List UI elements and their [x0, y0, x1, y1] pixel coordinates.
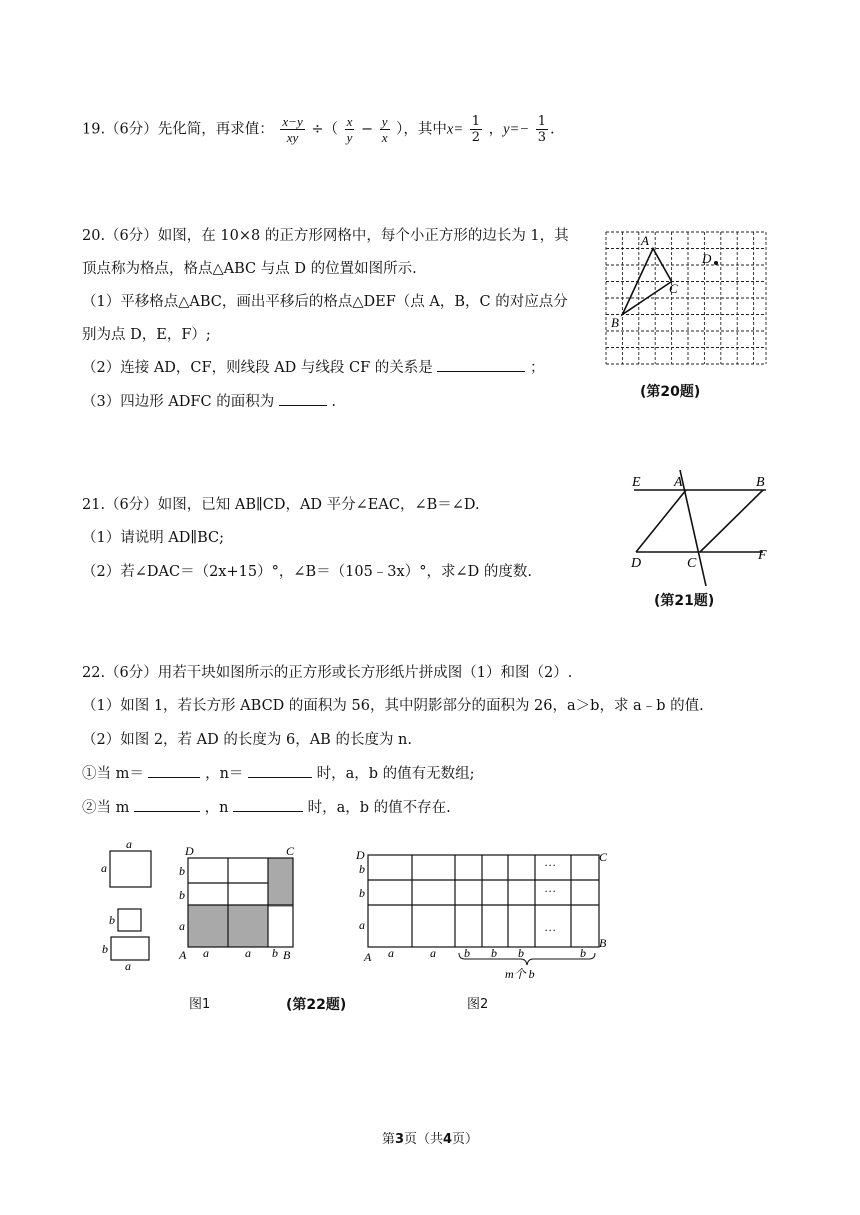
- q22-blank-m2[interactable]: [134, 799, 200, 812]
- svg-text:b: b: [518, 946, 524, 960]
- label-a: A: [641, 233, 649, 248]
- svg-text:…: …: [545, 881, 556, 895]
- q19-fraction-3: $\frac{y}{x}$: [381, 114, 388, 145]
- svg-text:C: C: [599, 850, 608, 864]
- q21-line-2: （1）请说明 AD∥BC;: [82, 530, 225, 546]
- svg-text:a: a: [388, 946, 394, 960]
- page-footer: 第3页（共4页）: [381, 1132, 479, 1147]
- label-f: F: [758, 548, 767, 563]
- figure-21-diagram: [628, 470, 778, 588]
- q20-answer-blank-1[interactable]: [437, 359, 525, 372]
- svg-text:B: B: [283, 948, 291, 962]
- svg-text:a: a: [126, 838, 132, 851]
- svg-text:a: a: [101, 861, 107, 875]
- q20-line-1: 20.（6分）如图，在 10×8 的正方形网格中，每个小正方形的边长为 1，其: [82, 228, 569, 244]
- label-e: E: [632, 475, 641, 490]
- figure-22-fig2: [355, 845, 620, 985]
- figure-22-caption: (第22题): [286, 997, 347, 1013]
- q19-number: 19.（6分）: [82, 121, 158, 138]
- svg-text:b: b: [359, 886, 365, 900]
- question-19: 19.（6分）先化简，再求值： $\frac{x-y}{xy}$ ÷（ $\frac{x}{y}$ − $\frac{y}{x}$ ），其中x= $\frac{1}{2}$ ，y=− $\frac{1}{3}$ .: [82, 114, 555, 145]
- label-a: A: [674, 475, 683, 490]
- svg-text:b: b: [102, 942, 108, 956]
- figure-22-fig2-caption: 图2: [467, 997, 489, 1012]
- svg-text:b: b: [464, 946, 470, 960]
- svg-text:b: b: [580, 946, 586, 960]
- svg-text:C: C: [286, 844, 295, 858]
- q22-line-3: （2）如图 2，若 AD 的长度为 6，AB 的长度为 n.: [82, 732, 413, 748]
- svg-text:m个 b: m个 b: [505, 967, 535, 981]
- svg-text:A: A: [179, 948, 187, 962]
- svg-text:b: b: [109, 913, 115, 927]
- label-d: D: [631, 556, 642, 571]
- q22-blank-n1[interactable]: [248, 765, 312, 778]
- q20-line-2: 顶点称为格点，格点△ABC 与点 D 的位置如图所示.: [82, 261, 417, 277]
- figure-22-fig1-caption: 图1: [189, 997, 211, 1012]
- svg-text:b: b: [491, 946, 497, 960]
- label-d: D: [702, 251, 712, 266]
- q20-answer-blank-2[interactable]: [279, 393, 327, 406]
- q22-line-1: 22.（6分）用若干块如图所示的正方形或长方形纸片拼成图（1）和图（2）.: [82, 665, 573, 681]
- label-c: C: [687, 556, 697, 571]
- q19-divide: ÷（: [311, 121, 338, 138]
- figure-22-fig1: [175, 842, 305, 966]
- figure-20-grid: [603, 230, 769, 366]
- label-b: B: [611, 315, 619, 330]
- svg-text:a: a: [430, 946, 436, 960]
- svg-text:a: a: [179, 919, 185, 933]
- label-c: C: [669, 281, 678, 296]
- q22-line-2: （1）如图 1，若长方形 ABCD 的面积为 56，其中阴影部分的面积为 26，a＞b，求 a﹣b 的值.: [82, 698, 704, 714]
- q22-line-4: ①当 m＝ ，n＝ 时，a，b 的值有无数组;: [82, 766, 475, 782]
- svg-text:b: b: [179, 888, 185, 902]
- figure-22-tiles: [98, 838, 162, 972]
- q19-fraction-1: $\frac{x-y}{xy}$: [282, 114, 303, 145]
- q20-line-6: （3）四边形 ADFC 的面积为 .: [82, 394, 337, 410]
- svg-text:…: …: [545, 855, 556, 869]
- figure-20-caption: (第20题): [640, 384, 701, 400]
- svg-text:a: a: [245, 946, 251, 960]
- q19-text: 先化简，再求值：: [157, 121, 274, 138]
- svg-text:B: B: [599, 936, 607, 950]
- svg-text:a: a: [203, 946, 209, 960]
- figure-21-caption: (第21题): [654, 593, 715, 609]
- q21-line-1: 21.（6分）如图，已知 AB∥CD，AD 平分∠EAC，∠B＝∠D.: [82, 497, 480, 513]
- q20-line-3: （1）平移格点△ABC，画出平移后的格点△DEF（点 A，B，C 的对应点分: [82, 294, 568, 310]
- q20-line-5: （2）连接 AD，CF，则线段 AD 与线段 CF 的关系是 ；: [82, 360, 545, 376]
- svg-text:b: b: [179, 864, 185, 878]
- svg-text:b: b: [359, 862, 365, 876]
- point-d-marker: [714, 261, 718, 265]
- q19-fraction-5: $\frac{1}{3}$: [537, 114, 547, 145]
- q21-line-3: （2）若∠DAC＝（2x+15）°，∠B＝（105﹣3x）°，求∠D 的度数.: [82, 564, 532, 580]
- q22-line-5: ②当 m ，n 时，a，b 的值不存在.: [82, 800, 451, 816]
- svg-text:b: b: [272, 946, 278, 960]
- svg-text:a: a: [125, 959, 131, 972]
- svg-text:a: a: [359, 918, 365, 932]
- q22-blank-n2[interactable]: [233, 799, 303, 812]
- q19-fraction-4: $\frac{1}{2}$: [471, 114, 481, 145]
- label-b: B: [756, 475, 765, 490]
- svg-text:D: D: [185, 844, 194, 858]
- svg-text:…: …: [545, 920, 556, 934]
- svg-text:A: A: [364, 950, 372, 964]
- q19-fraction-2: $\frac{x}{y}$: [346, 114, 353, 145]
- q20-line-4: 别为点 D，E，F）;: [82, 327, 211, 343]
- q22-blank-m1[interactable]: [148, 765, 200, 778]
- svg-text:D: D: [356, 848, 365, 862]
